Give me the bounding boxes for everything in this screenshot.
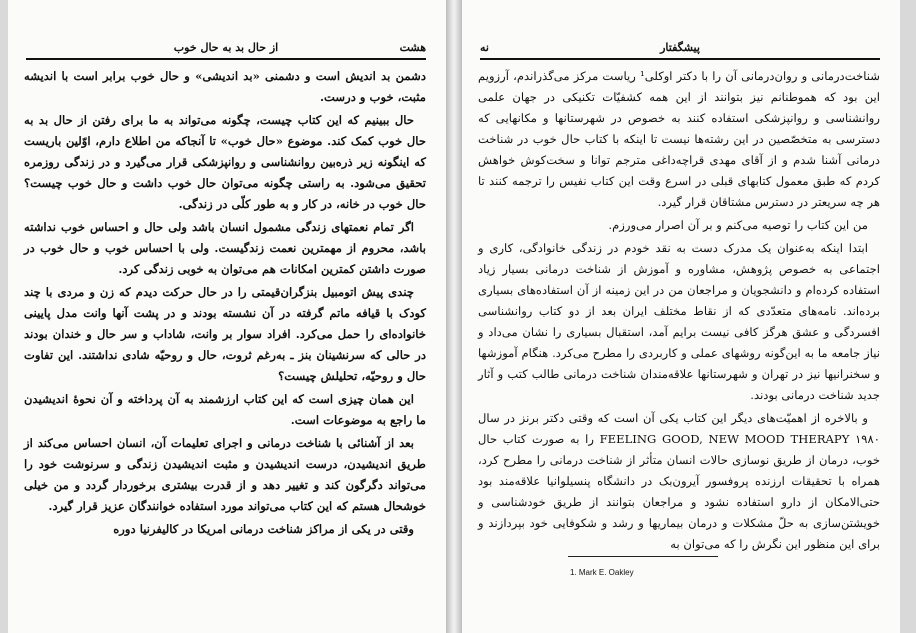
- running-title: پیشگفتار: [660, 41, 700, 54]
- running-title: از حال بد به حال خوب: [173, 41, 279, 54]
- paragraph: شناخت‌درمانی و روان‌درمانی آن را با دکتر اوکلی¹ ریاست مرکز می‌گذراندم، آرزویم این بود که هموطنانم نیز بتوانند از این همه کشفیّات تکنیکی در جهان علمی روانشناسی و روانپزشکی استفاده کنند به خصوص در شهرستانها و مکانهایی که دسترسی به متخصّصین در این رشته‌ها نیست تا اینکه با کتاب حال خوب در شناخت درمانی آشنا شدم و از آقای مهدی قراچه‌داغی مترجم توانا و سخت‌کوش خواهش کردم که طبق معمول کتابهای قبلی در اسرع وقت این کتاب نفیس را ترجمه کنند تا هر چه سریعتر در دسترس مشتاقان قرار گیرد.: [478, 69, 880, 209]
- right-page-body: [478, 66, 880, 557]
- footnote: 1. Mark E. Oakley: [570, 568, 634, 577]
- paragraph: من این کتاب را توصیه می‌کنم و بر آن اصرار می‌ورزم.: [608, 218, 868, 232]
- paragraph: دشمن بد اندیش است و دشمنی «بد اندیشی» و حال خوب برابر است با اندیشه مثبت، خوب و درست.: [24, 69, 426, 104]
- paragraph: چندی پیش اتومبیل بنزگران‌قیمتی را در حال حرکت دیدم که زن و مردی با چند کودک با قیافه ماتم گرفته در آن نشسته بودند و در پشت آنها وانت مدل پایینی خانواده‌ای را حمل می‌کرد. افراد سوار بر وانت، شاداب و سر حال و خندان بودند در حالی که سرنشینان بنز ـ به‌رغم ثروت، حال و روحیّه شادی نداشتند. این تفاوت حال و روحیّه، تحلیلش چیست؟: [24, 285, 426, 383]
- left-page: [8, 0, 446, 633]
- paragraph: ابتدا اینکه به‌عنوان یک مدرک دست به نقد خودم در زندگی خانوادگی، کاری و اجتماعی به خصوص پژوهش، مشاوره و آموزش از شناخت درمانی بسیار زیاد استفاده کرده‌ام و دانشجویان و مراجعان من در این زمینه از آن استفاده‌های بسیاری برده‌اند. نامه‌های متعدّدی که از نقاط مختلف ایران بعد از دو کتاب روانشناسی افسردگی و عشق هرگز کافی نیست برایم آمد، استقبال بسیاری را نشان می‌داد و نیاز جامعه ما به این‌گونه روشهای عملی و کاربردی را مطرح می‌کرد. هنگام آموزشها و سخنرانیها نیز در تهران و شهرستانها علاقه‌مندان شناخت درمانی طالب کتب و آثار جدید شناخت درمانی بودند.: [478, 241, 880, 402]
- right-page: [462, 0, 900, 633]
- paragraph: حال ببینیم که این کتاب چیست، چگونه می‌تواند به ما برای رفتن از حال بد به حال خوب کمک کند. موضوع «حال خوب» تا آنجاکه من اطلاع دارم، اوّلین باریست که اینگونه زیر ذره‌بین روانشناسی و روانپزشکی قرار می‌گیرد و در زندگی روزمره تحقیق می‌شود. به راستی چگونه می‌توان حال خوب داشت و حال خوب چیست؟ حال خوب در خانه، در کار و به طور کلّی در زندگی.: [24, 113, 426, 211]
- page-number: هشت: [399, 41, 426, 54]
- paragraph: و بالاخره از اهمیّت‌های دیگر این کتاب یکی آن است که وقتی دکتر برنز در سال ۱۹۸۰ FEELING GOOD, NEW MOOD THERAPY را به صورت کتاب حال خوب، درمان از طریق نوسازی حالات انسان متأثر از شناخت درمانی را مطرح کرد، همراه با تحقیقات ارزنده پروفسور آیرون‌بک در دانشگاه پنسیلوانیا علاقه‌مند بود حتی‌الامکان از دارو استفاده نشود و مراجعان بتوانند از طریق خودشناسی و خویشتن‌سازی به حلّ مشکلات و درمان بیماریها و رشد و شکوفایی خود بپردازند و برای این منظور این نگرش را که می‌توان به: [478, 411, 880, 551]
- left-page-body: [24, 66, 426, 542]
- paragraph: اگر تمام نعمتهای زندگی مشمول انسان باشد ولی حال و احساس خوب نداشته باشد، محروم از مهمترین نعمت زندگیست. ولی با احساس خوب و حال خوب در صورت داشتن کمترین امکانات هم می‌توان به خوبی زندگی کرد.: [24, 220, 426, 276]
- footnote-divider: [568, 556, 718, 557]
- paragraph: این همان چیزی است که این کتاب ارزشمند به آن پرداخته و آن نحوهٔ اندیشیدن ما راجع به موضوعات است.: [24, 392, 426, 427]
- paragraph: وقتی در یکی از مراکز شناخت درمانی امریکا در کالیفرنیا دوره: [113, 522, 414, 536]
- left-page-header: [26, 40, 426, 60]
- paragraph: بعد از آشنائی با شناخت درمانی و اجرای تعلیمات آن، انسان احساس می‌کند از طریق اندیشیدن، درست اندیشیدن و مثبت اندیشیدن زندگی و سرنوشت خود را می‌تواند دگرگون کند و تغییر دهد و از قدرت بیشتری برخوردار گردد و من خیلی خوشحال هستم که این کتاب می‌تواند مورد استفاده خوانندگان عزیز قرار گیرد.: [24, 436, 426, 513]
- page-number: نه: [480, 41, 489, 54]
- right-page-header: [480, 40, 880, 60]
- book-gutter: [446, 0, 462, 633]
